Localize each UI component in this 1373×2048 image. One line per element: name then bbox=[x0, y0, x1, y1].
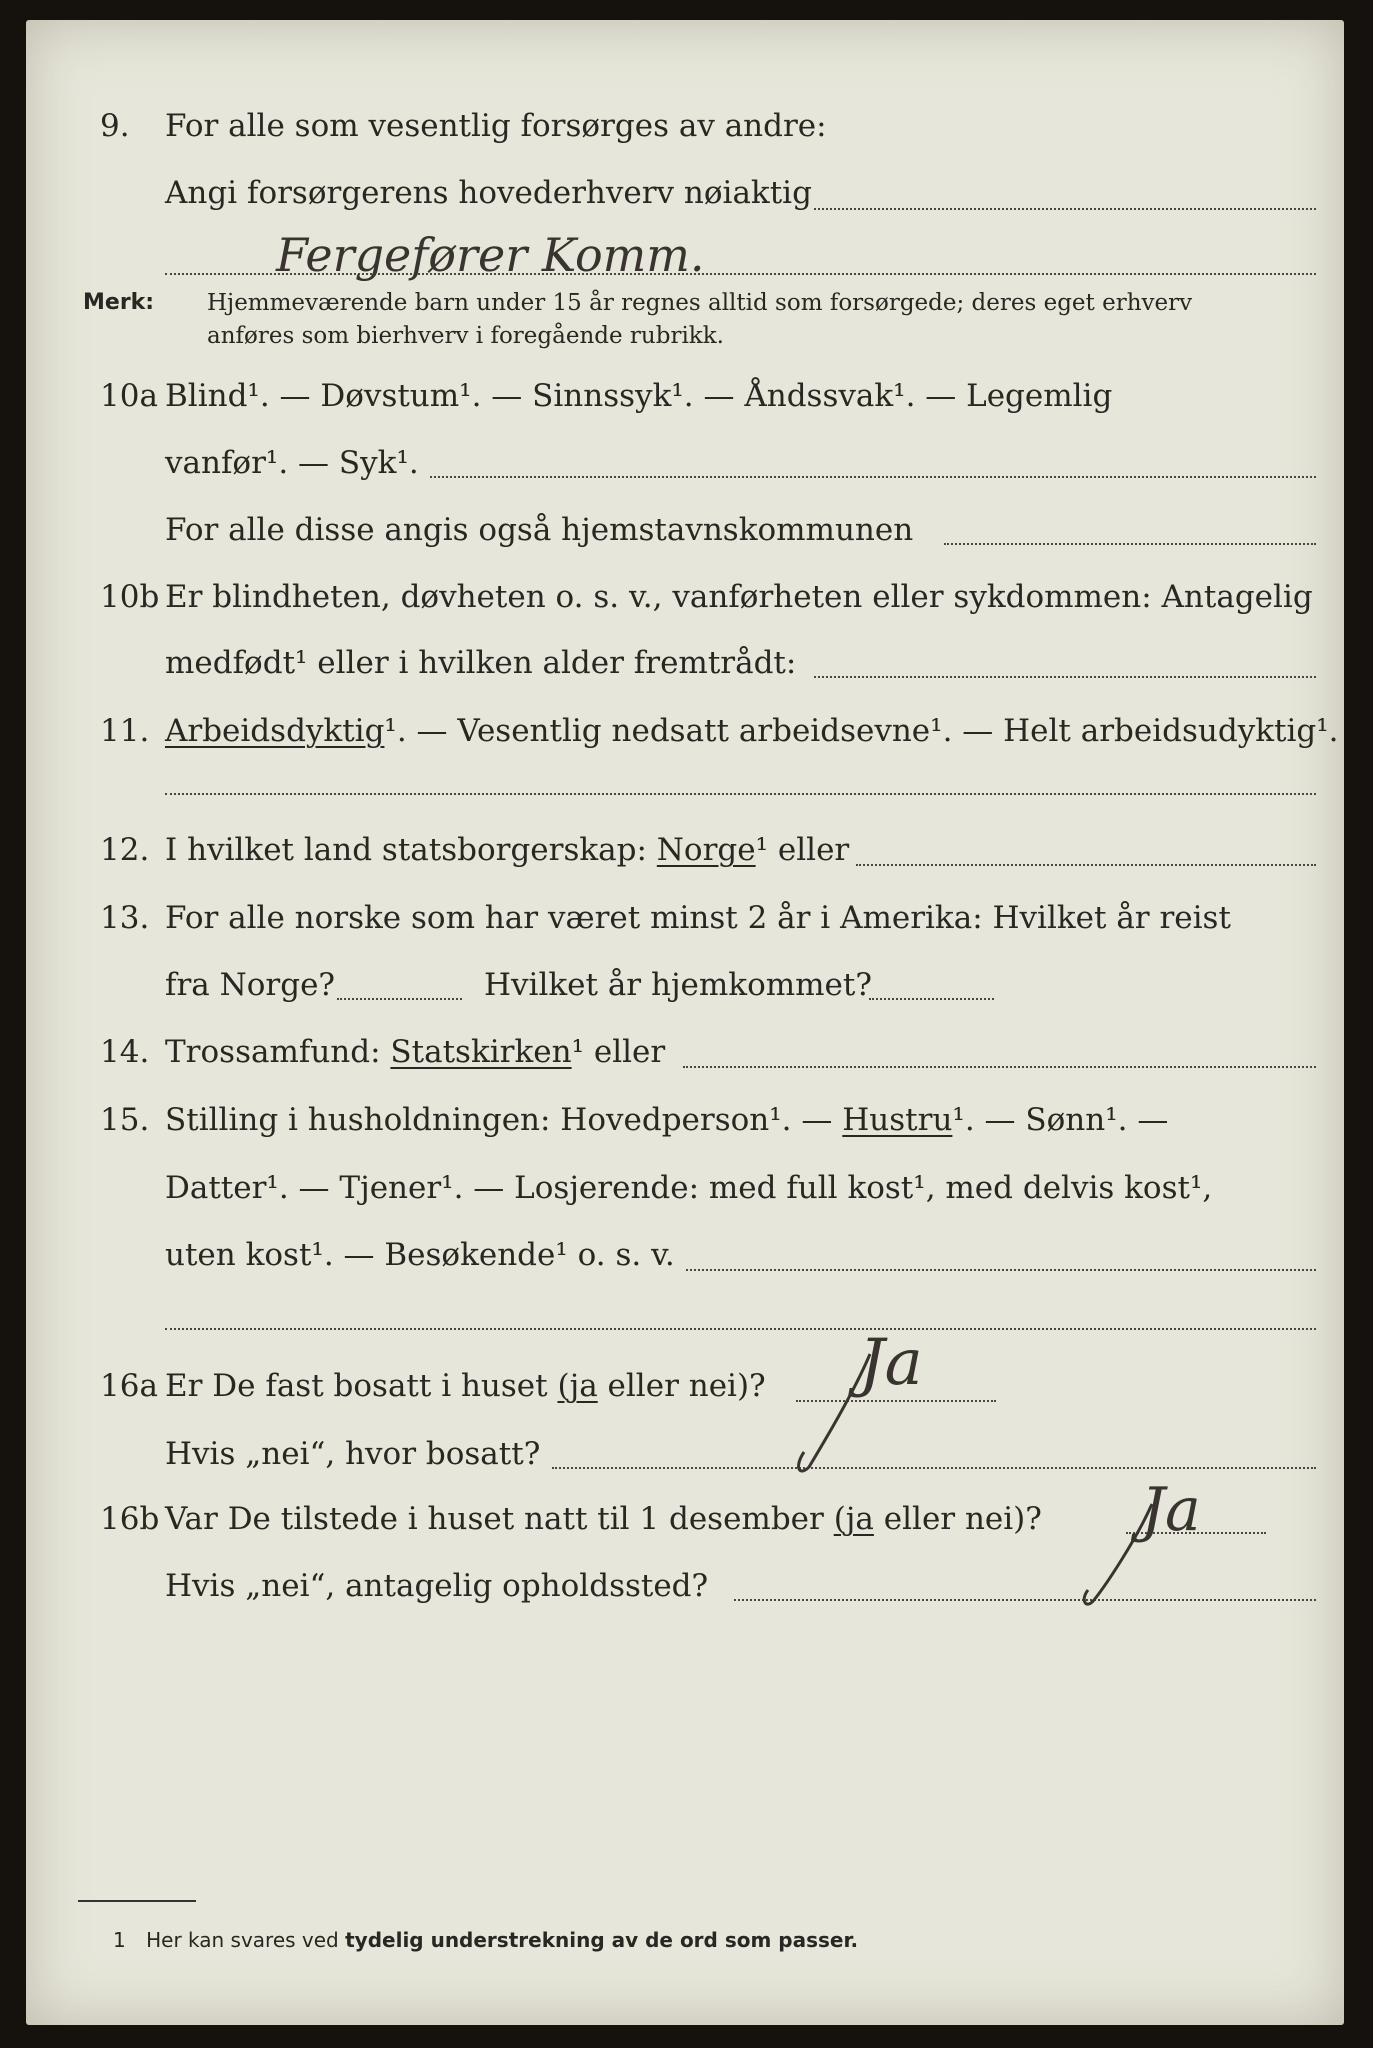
handwriting-text: Fergefører Komm. bbox=[276, 228, 705, 282]
question-text-pre: Trossamfund: bbox=[165, 1034, 381, 1070]
question-text: Datter¹. — Tjener¹. — Losjerende: med full kost¹, med delvis kost¹, bbox=[165, 1170, 1213, 1206]
question-text bbox=[165, 1368, 766, 1404]
question-text: medfødt¹ eller i hvilken alder fremtrådt: bbox=[165, 645, 797, 681]
handwriting-text: Ja bbox=[1141, 1475, 1201, 1545]
question-text-rest: ¹. — Vesentlig nedsatt arbeidsevne¹. — Helt arbeidsudyktig¹. bbox=[384, 713, 1339, 749]
question-number: 15. bbox=[100, 1102, 150, 1138]
handwriting-text: Ja bbox=[859, 1326, 923, 1400]
question-text-post: eller nei)? bbox=[883, 1501, 1042, 1537]
question-number: 9. bbox=[100, 108, 130, 144]
underlined-option: Norge bbox=[656, 832, 756, 868]
footnote-text: Her kan svares ved bbox=[146, 1928, 339, 1952]
question-text: For alle norske som har været minst 2 år i Amerika: Hvilket år reist bbox=[165, 900, 1231, 936]
question-text: vanfør¹. — Syk¹. bbox=[165, 445, 419, 481]
question-text bbox=[165, 1501, 1042, 1537]
answer-dotted-line bbox=[944, 543, 1316, 545]
answer-dotted-line bbox=[856, 864, 1316, 866]
footnote-number: 1 bbox=[113, 1928, 126, 1952]
answer-dotted-line bbox=[814, 208, 1316, 210]
answer-dotted-line bbox=[683, 1066, 1316, 1068]
question-number: 10b bbox=[100, 579, 160, 615]
question-text: Hvis „nei“, hvor bosatt? bbox=[165, 1436, 541, 1472]
footnote bbox=[113, 1928, 858, 1952]
answer-dotted-line bbox=[165, 793, 1316, 795]
census-form-page bbox=[26, 20, 1344, 2025]
question-text-post: eller nei)? bbox=[607, 1368, 766, 1404]
note-text: Hjemmeværende barn under 15 år regnes alltid som forsørgede; deres eget erhverv bbox=[207, 290, 1193, 316]
underlined-option: (ja bbox=[557, 1368, 598, 1404]
question-text bbox=[165, 832, 849, 868]
question-text bbox=[165, 713, 1339, 749]
question-text: Hvilket år hjemkommet? bbox=[484, 967, 872, 1003]
question-text-pre: I hvilket land statsborgerskap: bbox=[165, 832, 647, 868]
underlined-option: (ja bbox=[833, 1501, 874, 1537]
answer-dotted-line bbox=[165, 1328, 1316, 1330]
question-text-post: ¹. — Sønn¹. — bbox=[952, 1102, 1169, 1138]
question-text: Hvis „nei“, antagelig opholdssted? bbox=[165, 1568, 709, 1604]
note-label: Merk: bbox=[83, 290, 155, 315]
question-text: Blind¹. — Døvstum¹. — Sinnssyk¹. — Åndssvak¹. — Legemlig bbox=[165, 378, 1113, 414]
handwritten-answer-q16b bbox=[1056, 1460, 1256, 1620]
answer-dotted-line bbox=[869, 998, 994, 1000]
note-text: anføres som bierhverv i foregående rubrikk. bbox=[207, 323, 724, 349]
handwritten-answer-q16a bbox=[774, 1302, 974, 1482]
question-number: 14. bbox=[100, 1034, 150, 1070]
question-text-post: ¹ eller bbox=[571, 1034, 666, 1070]
underlined-option: Arbeidsdyktig bbox=[165, 713, 385, 749]
answer-dotted-line bbox=[337, 998, 462, 1000]
answer-dotted-line bbox=[814, 676, 1316, 678]
question-text: For alle disse angis også hjemstavnskommunen bbox=[165, 512, 914, 548]
footnote-rule bbox=[78, 1900, 196, 1902]
question-text-pre: Er De fast bosatt i huset bbox=[165, 1368, 548, 1404]
question-text-pre: Stilling i husholdningen: Hovedperson¹. — bbox=[165, 1102, 833, 1138]
question-text: For alle som vesentlig forsørges av andre: bbox=[165, 108, 827, 144]
question-text-pre: Var De tilstede i huset natt til 1 desember bbox=[165, 1501, 824, 1537]
question-text: fra Norge? bbox=[165, 967, 336, 1003]
question-text: uten kost¹. — Besøkende¹ o. s. v. bbox=[165, 1237, 675, 1273]
underlined-option: Statskirken bbox=[390, 1034, 572, 1070]
question-text: Angi forsørgerens hovederhverv nøiaktig bbox=[165, 175, 812, 211]
question-number: 16b bbox=[100, 1501, 160, 1537]
handwritten-answer-q9 bbox=[266, 225, 1046, 295]
footnote-bold-text: tydelig understrekning av de ord som passer. bbox=[345, 1928, 859, 1952]
question-number: 10a bbox=[100, 378, 158, 414]
underlined-option: Hustru bbox=[842, 1102, 953, 1138]
question-text bbox=[165, 1034, 665, 1070]
answer-dotted-line bbox=[686, 1269, 1316, 1271]
answer-dotted-line bbox=[430, 476, 1316, 478]
question-text: Er blindheten, døvheten o. s. v., vanførheten eller sykdommen: Antagelig bbox=[165, 579, 1313, 615]
question-text bbox=[165, 1102, 1168, 1138]
question-number: 12. bbox=[100, 832, 150, 868]
question-number: 11. bbox=[100, 713, 150, 749]
question-number: 13. bbox=[100, 900, 150, 936]
question-number: 16a bbox=[100, 1368, 158, 1404]
question-text-post: ¹ eller bbox=[755, 832, 850, 868]
